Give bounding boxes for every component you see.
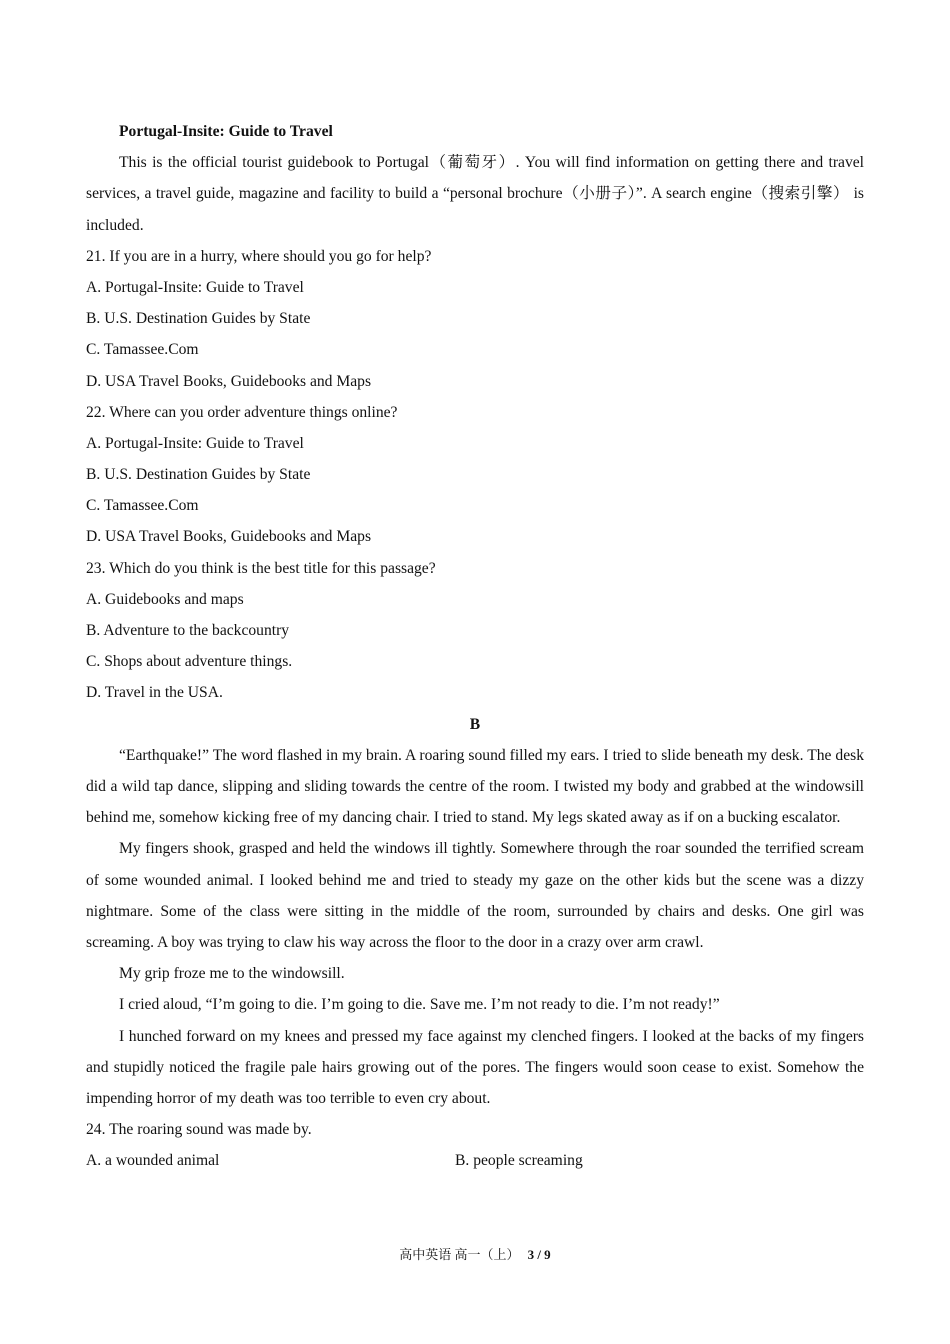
footer-subject: 高中英语 高一（上） (399, 1247, 520, 1262)
option-d: D. USA Travel Books, Guidebooks and Maps (86, 372, 372, 390)
question-21 (86, 241, 864, 397)
passage-paragraph: I cried aloud, “I’m going to die. I’m going to die. Save me. I’m not ready to die. I’m not ready!” (119, 996, 720, 1014)
question-22 (86, 397, 864, 553)
option-c: C. Tamassee.Com (86, 341, 199, 359)
page-content (86, 116, 864, 1177)
passage-a-item-title: Portugal-Insite: Guide to Travel (119, 123, 333, 140)
question-stem: 24. The roaring sound was made by. (86, 1121, 312, 1139)
option-d: D. USA Travel Books, Guidebooks and Maps (86, 528, 372, 546)
passage-paragraph: I hunched forward on my knees and pressed my face against my clenched fingers. I looked at the backs of my fingers and stupidly noticed the fragile pale hairs growing out of the pores. The fingers would soon cease to exist. Somehow the impending horror of my death was too terrible to even cry about. (86, 1027, 864, 1108)
question-stem: 22. Where can you order adventure things online? (86, 403, 398, 421)
option-a: A. Portugal-Insite: Guide to Travel (86, 434, 304, 452)
option-b: B. U.S. Destination Guides by State (86, 466, 311, 484)
section-b-passage (86, 740, 864, 1114)
option-a: A. a wounded animal (86, 1152, 220, 1170)
option-b: B. Adventure to the backcountry (86, 622, 290, 640)
option-a: A. Portugal-Insite: Guide to Travel (86, 278, 304, 296)
option-row (86, 1145, 864, 1176)
option-b: B. U.S. Destination Guides by State (86, 310, 311, 328)
option-a: A. Guidebooks and maps (86, 590, 244, 608)
option-d: D. Travel in the USA. (86, 684, 223, 702)
passage-paragraph: My fingers shook, grasped and held the windows ill tightly. Somewhere through the roar sounded the terrified scream of some wounded animal. I looked behind me and tried to steady my gaze on the other kids but the scene was a dizzy nightmare. Some of the class were sitting in the middle of the room, surrounded by chairs and desks. One girl was screaming. A boy was trying to claw his way across the floor to the door in a crazy over arm crawl. (86, 840, 864, 952)
page-number: 3 / 9 (527, 1247, 551, 1262)
passage-a-item-text: This is the official tourist guidebook to Portugal（葡萄牙）. You will find information on getting there and travel services, a travel guide, magazine and facility to build a “personal brochure（小册子）”. A search engine（搜索引擎） is included. (86, 154, 864, 234)
option-c: C. Tamassee.Com (86, 497, 199, 515)
question-stem: 21. If you are in a hurry, where should you go for help? (86, 247, 432, 265)
passage-paragraph: “Earthquake!” The word flashed in my brain. A roaring sound filled my ears. I tried to slide beneath my desk. The desk did a wild tap dance, slipping and sliding towards the centre of the room. I twisted my body and grabbed at the windowsill behind me, somehow kicking free of my dancing chair. I tried to stand. My legs skated away as if on a bucking escalator. (86, 746, 864, 827)
question-23 (86, 553, 864, 709)
page-footer (0, 1245, 950, 1265)
section-b-heading: B (469, 715, 481, 733)
passage-paragraph: My grip froze me to the windowsill. (119, 965, 345, 983)
option-c: C. Shops about adventure things. (86, 653, 293, 671)
question-stem: 23. Which do you think is the best title for this passage? (86, 559, 436, 577)
question-24 (86, 1114, 864, 1176)
option-b: B. people screaming (455, 1152, 583, 1170)
